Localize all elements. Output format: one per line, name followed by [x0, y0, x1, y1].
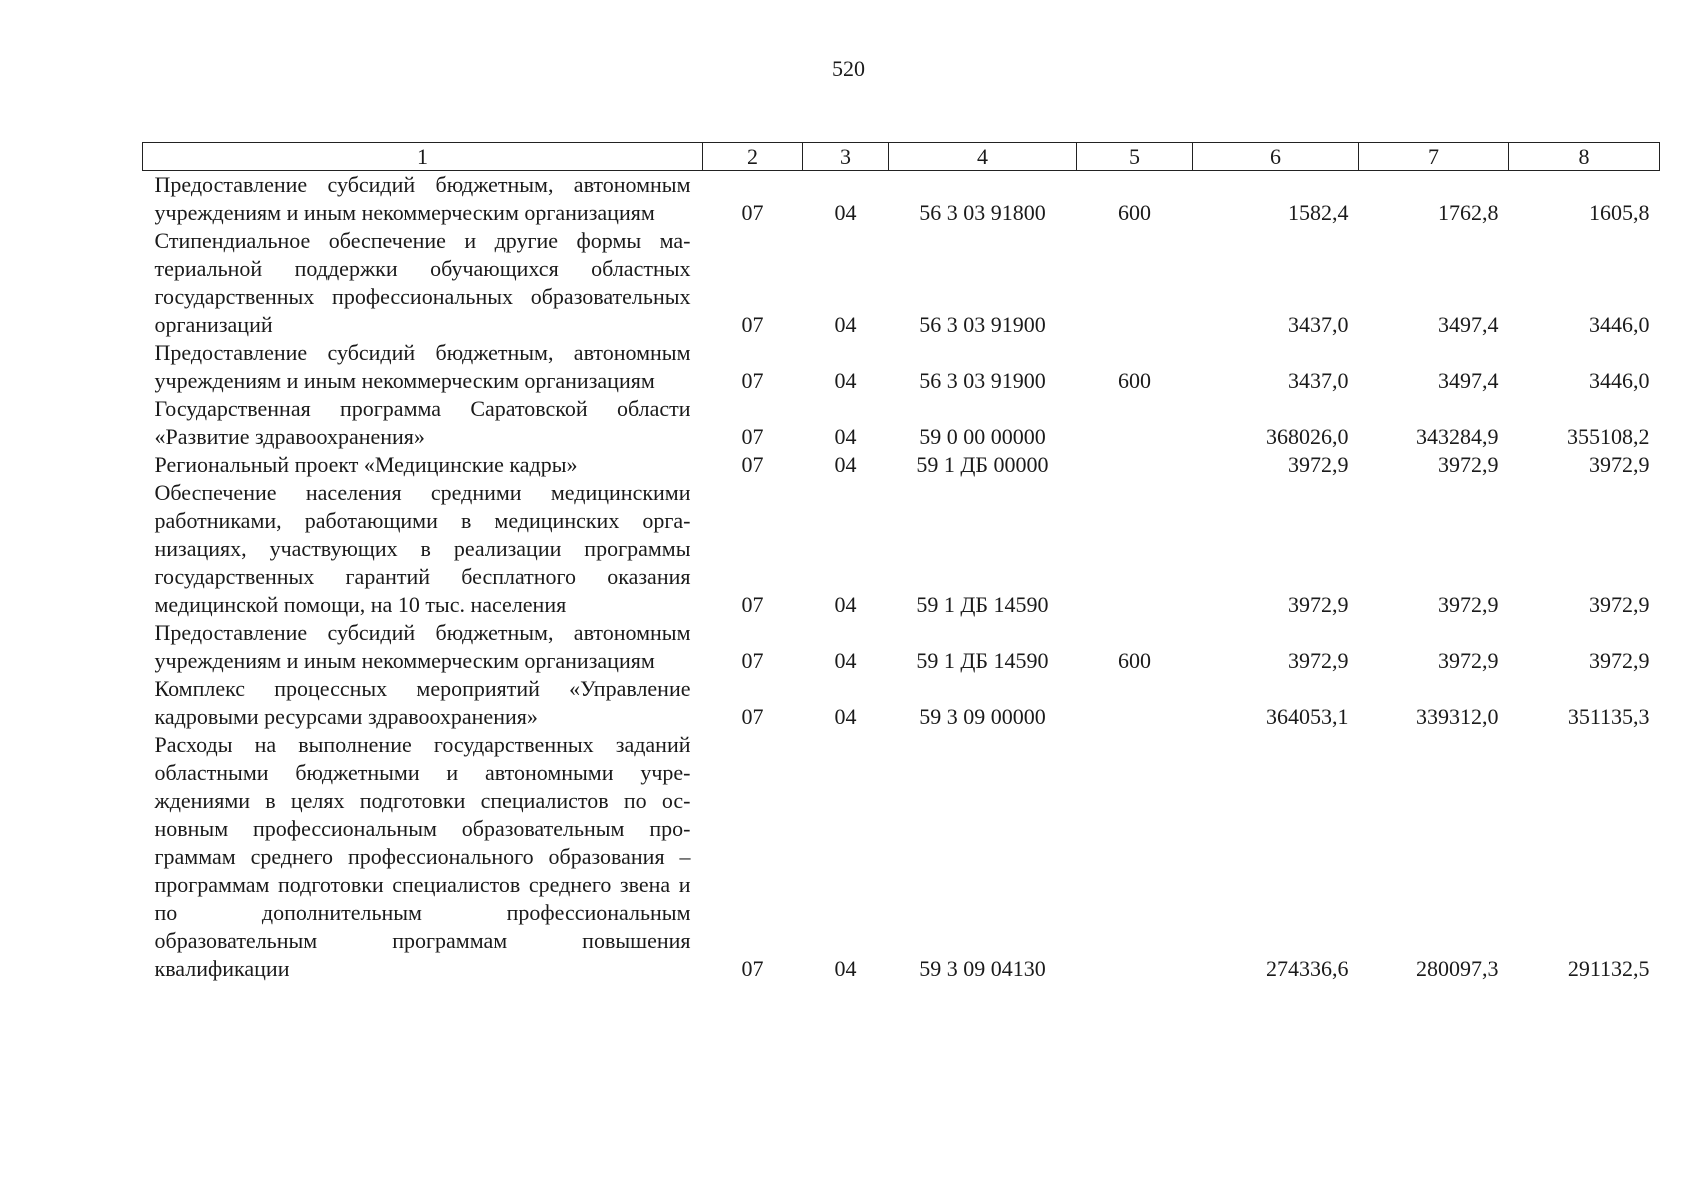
- table-row: [143, 395, 1660, 451]
- header-cell-5: 5: [1077, 143, 1193, 171]
- table-row: [143, 171, 1660, 228]
- section-code: 07: [741, 424, 764, 449]
- row-description: Государственная программа Саратовской области «Развитие здравоохранения»: [154, 396, 691, 449]
- amount-col-8: 1605,8: [1589, 200, 1650, 225]
- section-code: 07: [741, 704, 764, 729]
- budget-table: [142, 142, 1660, 983]
- table-row: [143, 619, 1660, 675]
- amount-col-7: 3972,9: [1438, 592, 1499, 617]
- header-cell-2: 2: [703, 143, 803, 171]
- section-code: 07: [741, 368, 764, 393]
- amount-col-8: 351135,3: [1567, 704, 1650, 729]
- subsection-code: 04: [834, 368, 857, 393]
- expense-type-code: [1077, 227, 1193, 339]
- row-description: Комплекс процессных мероприятий «Управление кадровыми ресурсами здравоохранения»: [154, 676, 691, 729]
- amount-col-6: 3972,9: [1288, 592, 1349, 617]
- amount-col-6: 3972,9: [1288, 648, 1349, 673]
- section-code: 07: [741, 200, 764, 225]
- expense-type-code: [1077, 479, 1193, 619]
- row-description: Региональный проект «Медицинские кадры»: [154, 452, 578, 477]
- subsection-code: 04: [834, 424, 857, 449]
- table-row: [143, 339, 1660, 395]
- expense-type-code: [1077, 675, 1193, 731]
- table-row: [143, 227, 1660, 339]
- target-article-code: 59 0 00 00000: [919, 424, 1046, 449]
- header-cell-3: 3: [803, 143, 889, 171]
- header-cell-4: 4: [889, 143, 1077, 171]
- amount-col-7: 3972,9: [1438, 648, 1499, 673]
- amount-col-8: 291132,5: [1567, 956, 1650, 981]
- row-description: Стипендиальное обеспечение и другие формы материальной поддержки обучающихся областных государственных профессиональных образовательных организаций: [154, 228, 691, 337]
- target-article-code: 56 3 03 91800: [919, 200, 1046, 225]
- subsection-code: 04: [834, 956, 857, 981]
- amount-col-8: 355108,2: [1567, 424, 1650, 449]
- section-code: 07: [741, 956, 764, 981]
- table-row: [143, 731, 1660, 983]
- amount-col-7: 3497,4: [1438, 312, 1499, 337]
- table-row: [143, 451, 1660, 479]
- amount-col-8: 3972,9: [1589, 648, 1650, 673]
- amount-col-8: 3972,9: [1589, 592, 1650, 617]
- subsection-code: 04: [834, 648, 857, 673]
- amount-col-7: 339312,0: [1416, 704, 1499, 729]
- amount-col-7: 343284,9: [1416, 424, 1499, 449]
- row-description: Предоставление субсидий бюджетным, автономным учреждениям и иным некоммерческим организациям: [154, 172, 691, 225]
- target-article-code: 59 3 09 04130: [919, 956, 1046, 981]
- table-header: [143, 143, 1660, 171]
- section-code: 07: [741, 592, 764, 617]
- subsection-code: 04: [834, 592, 857, 617]
- amount-col-8: 3446,0: [1589, 312, 1650, 337]
- target-article-code: 59 1 ДБ 00000: [916, 452, 1049, 477]
- expense-type-code: 600: [1118, 648, 1151, 673]
- target-article-code: 59 1 ДБ 14590: [916, 648, 1049, 673]
- expense-type-code: [1077, 731, 1193, 983]
- amount-col-8: 3972,9: [1589, 452, 1650, 477]
- expense-type-code: 600: [1118, 368, 1151, 393]
- amount-col-7: 1762,8: [1438, 200, 1499, 225]
- expense-type-code: [1077, 395, 1193, 451]
- row-description: Расходы на выполнение государственных заданий областными бюджетными и автономными учреждениями в целях подготовки специалистов по основным профессиональным образовательным программам среднего профессионального образования – программам подготовки специалистов среднего звена и по дополнительным профессиональным образовательным программам повышения квалификации: [154, 732, 691, 981]
- amount-col-6: 364053,1: [1266, 704, 1349, 729]
- amount-col-6: 3972,9: [1288, 452, 1349, 477]
- row-description: Предоставление субсидий бюджетным, автономным учреждениям и иным некоммерческим организациям: [154, 340, 691, 393]
- expense-type-code: 600: [1118, 200, 1151, 225]
- amount-col-6: 1582,4: [1288, 200, 1349, 225]
- target-article-code: 56 3 03 91900: [919, 368, 1046, 393]
- header-cell-8: 8: [1509, 143, 1660, 171]
- section-code: 07: [741, 648, 764, 673]
- section-code: 07: [741, 452, 764, 477]
- target-article-code: 59 1 ДБ 14590: [916, 592, 1049, 617]
- page-number: 520: [832, 56, 865, 81]
- amount-col-6: 274336,6: [1266, 956, 1349, 981]
- table-row: [143, 675, 1660, 731]
- header-cell-1: 1: [143, 143, 703, 171]
- header-cell-6: 6: [1193, 143, 1359, 171]
- row-description: Предоставление субсидий бюджетным, автономным учреждениям и иным некоммерческим организациям: [154, 620, 691, 673]
- target-article-code: 56 3 03 91900: [919, 312, 1046, 337]
- row-description: Обеспечение населения средними медицинскими работниками, работающими в медицинских организациях, участвующих в реализации программы государственных гарантий бесплатного оказания медицинской помощи, на 10 тыс. населения: [154, 480, 691, 617]
- section-code: 07: [741, 312, 764, 337]
- expense-type-code: [1077, 451, 1193, 479]
- amount-col-6: 3437,0: [1288, 312, 1349, 337]
- amount-col-7: 280097,3: [1416, 956, 1499, 981]
- subsection-code: 04: [834, 200, 857, 225]
- amount-col-6: 368026,0: [1266, 424, 1349, 449]
- amount-col-6: 3437,0: [1288, 368, 1349, 393]
- amount-col-7: 3972,9: [1438, 452, 1499, 477]
- header-row: [143, 143, 1660, 171]
- amount-col-8: 3446,0: [1589, 368, 1650, 393]
- table-row: [143, 479, 1660, 619]
- header-cell-7: 7: [1359, 143, 1509, 171]
- subsection-code: 04: [834, 704, 857, 729]
- target-article-code: 59 3 09 00000: [919, 704, 1046, 729]
- subsection-code: 04: [834, 312, 857, 337]
- subsection-code: 04: [834, 452, 857, 477]
- amount-col-7: 3497,4: [1438, 368, 1499, 393]
